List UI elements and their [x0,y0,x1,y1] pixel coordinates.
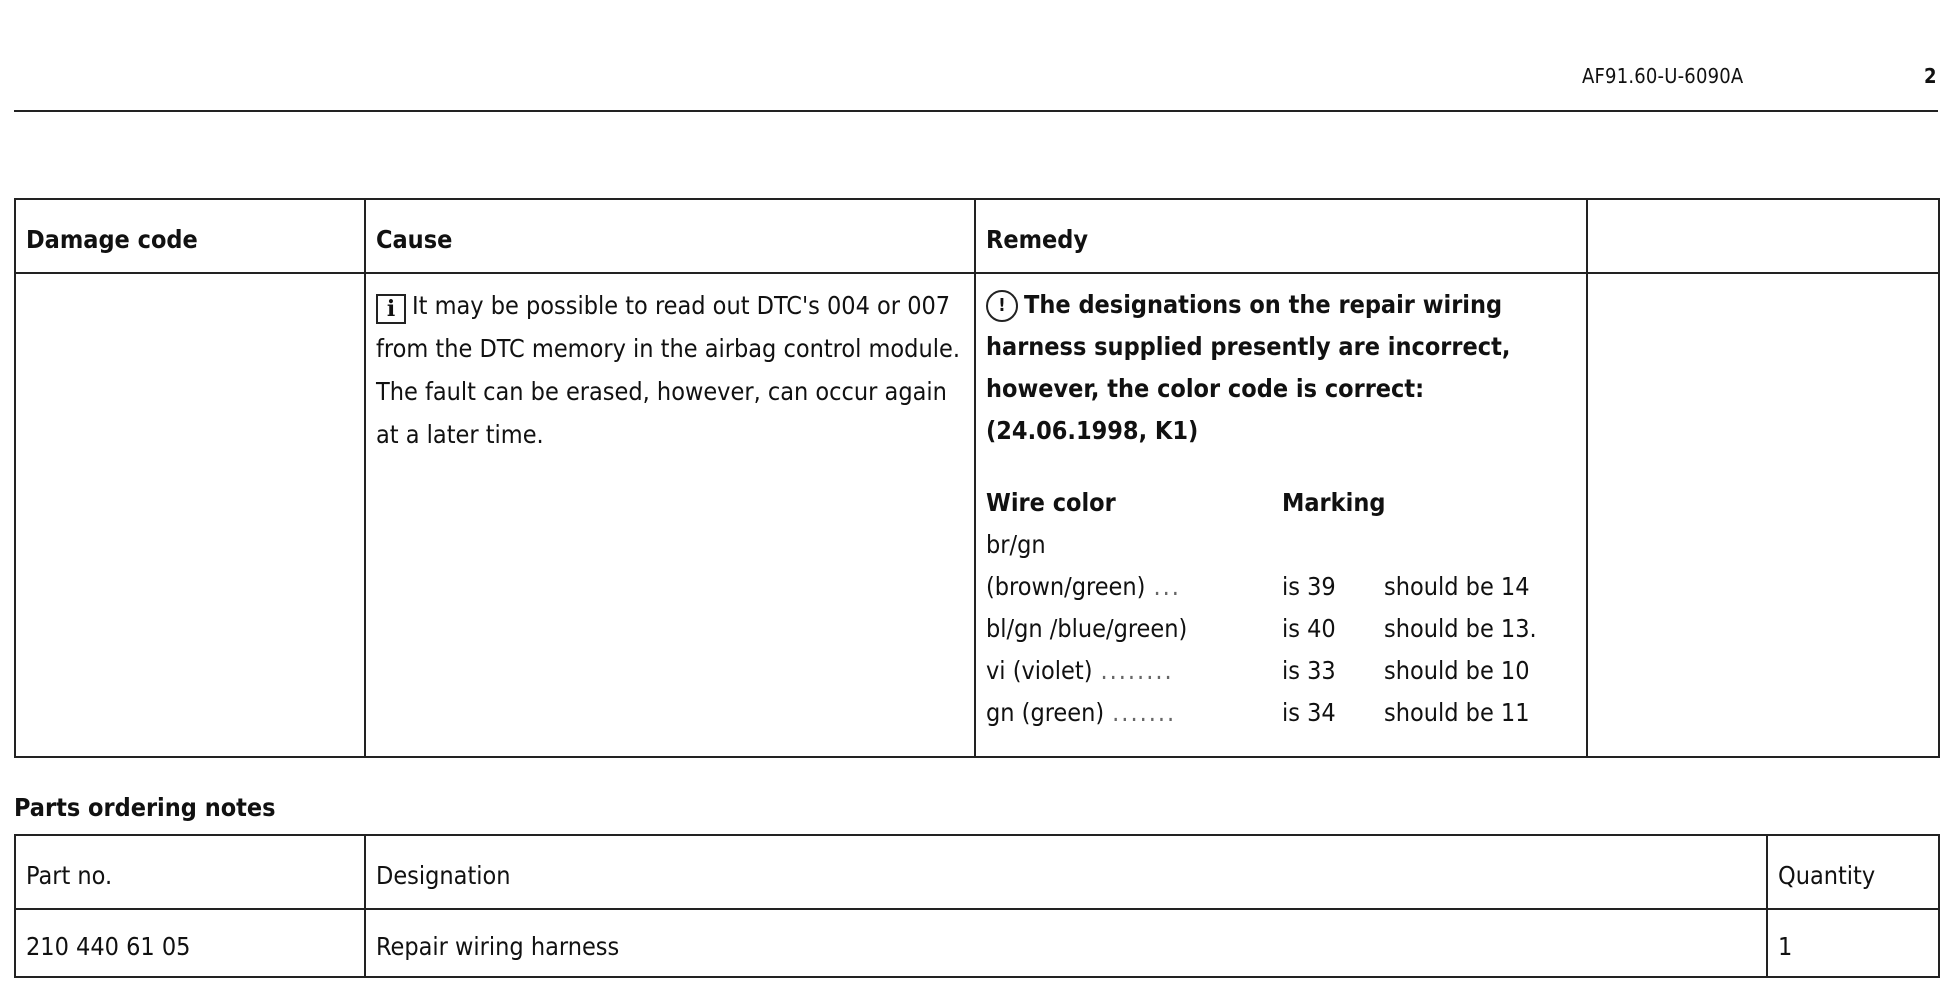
wire-color: bl/gn /blue/green) [986,614,1188,643]
wire-color-header: Wire color [986,488,1116,517]
quantity-header: Quantity [1767,835,1939,909]
designation-cell: Repair wiring harness [365,909,1767,977]
damage-code-header: Damage code [15,199,365,273]
wire-is: is 40 [1282,614,1336,643]
designation-header: Designation [365,835,1767,909]
wire-dots: ....... [1112,698,1177,727]
wire-row [986,566,1576,608]
remedy-note: The designations on the repair wiring harness supplied presently are incorrect, however, the color code is correct: (24.06.1998, K1) [986,290,1511,445]
wire-is: is 39 [1282,572,1336,601]
page-number: 2 [1924,64,1937,88]
parts-table [14,834,1940,978]
marking-header: Marking [1282,488,1386,517]
cause-text: It may be possible to read out DTC's 004 or 007 from the DTC memory in the airbag control module. The fault can be erased, however, can occur again at a later time. [376,291,960,449]
extra-cell [1587,273,1939,757]
wire-row [986,608,1576,650]
wire-color: (brown/green) [986,572,1146,601]
info-icon: i [376,294,406,324]
document-code: AF91.60-U-6090A [1582,64,1744,88]
quantity-cell: 1 [1767,909,1939,977]
damage-table [14,198,1940,758]
remedy-header: Remedy [975,199,1587,273]
damage-table-row [15,273,1939,757]
note-icon: ! [986,290,1018,322]
damage-code-cell [15,273,365,757]
wire-is: is 34 [1282,698,1336,727]
extra-header [1587,199,1939,273]
wire-should: should be 14 [1384,572,1530,601]
header-divider [14,110,1938,112]
remedy-cell [975,273,1587,757]
wire-should: should be 13. [1384,614,1537,643]
parts-table-header-row [15,835,1939,909]
parts-ordering-title: Parts ordering notes [14,793,276,822]
wire-dots: ... [1153,572,1181,601]
wire-table-header [986,482,1576,524]
wire-color: vi (violet) [986,656,1093,685]
wire-should: should be 11 [1384,698,1530,727]
part-no-header: Part no. [15,835,365,909]
part-no-cell: 210 440 61 05 [15,909,365,977]
wire-is: is 33 [1282,656,1336,685]
wire-first-line: br/gn [986,530,1046,559]
damage-table-header-row [15,199,1939,273]
wire-color: gn (green) [986,698,1105,727]
wire-dots: ........ [1100,656,1174,685]
cause-header: Cause [365,199,975,273]
cause-cell [365,273,975,757]
wire-row [986,692,1576,734]
table-row [15,909,1939,977]
wire-row [986,650,1576,692]
wire-should: should be 10 [1384,656,1530,685]
